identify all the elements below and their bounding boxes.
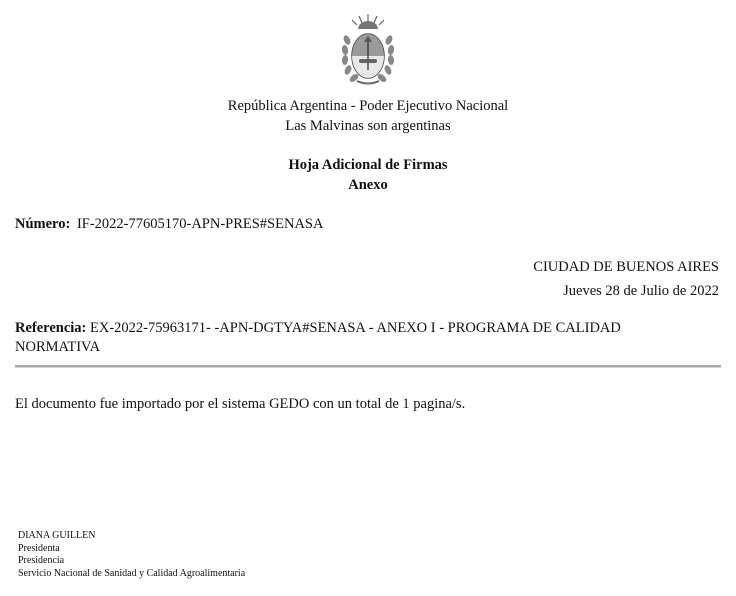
coat-of-arms-icon xyxy=(339,12,397,90)
referencia-label: Referencia: xyxy=(15,320,87,336)
divider xyxy=(15,365,721,368)
document-title: Hoja Adicional de Firmas xyxy=(288,157,448,173)
document-subtitle: Anexo xyxy=(348,177,388,193)
signer-role: Presidenta xyxy=(18,542,60,554)
signer-office: Presidencia xyxy=(18,555,65,566)
body-text: El documento fue importado por el sistema GEDO con un total de 1 pagina/s. xyxy=(15,396,466,412)
numero-value: IF-2022-77605170-APN-PRES#SENASA xyxy=(76,216,324,232)
signer-organization: Servicio Nacional de Sanidad y Calidad Agroalimentaria xyxy=(18,567,246,579)
signer-name: DIANA GUILLEN xyxy=(18,530,96,541)
referencia-value: EX-2022-75963171- -APN-DGTYA#SENASA - ANEXO I - PROGRAMA DE CALIDAD NORMATIVA xyxy=(15,320,621,355)
numero-row xyxy=(15,215,323,233)
header-republic: República Argentina - Poder Ejecutivo Nacional xyxy=(227,98,509,114)
signature-block xyxy=(18,530,245,580)
city: CIUDAD DE BUENOS AIRES xyxy=(533,259,719,275)
header-malvinas: Las Malvinas son argentinas xyxy=(285,118,451,134)
referencia-block xyxy=(15,319,705,357)
numero-label: Número: xyxy=(15,216,71,232)
date: Jueves 28 de Julio de 2022 xyxy=(563,283,719,299)
